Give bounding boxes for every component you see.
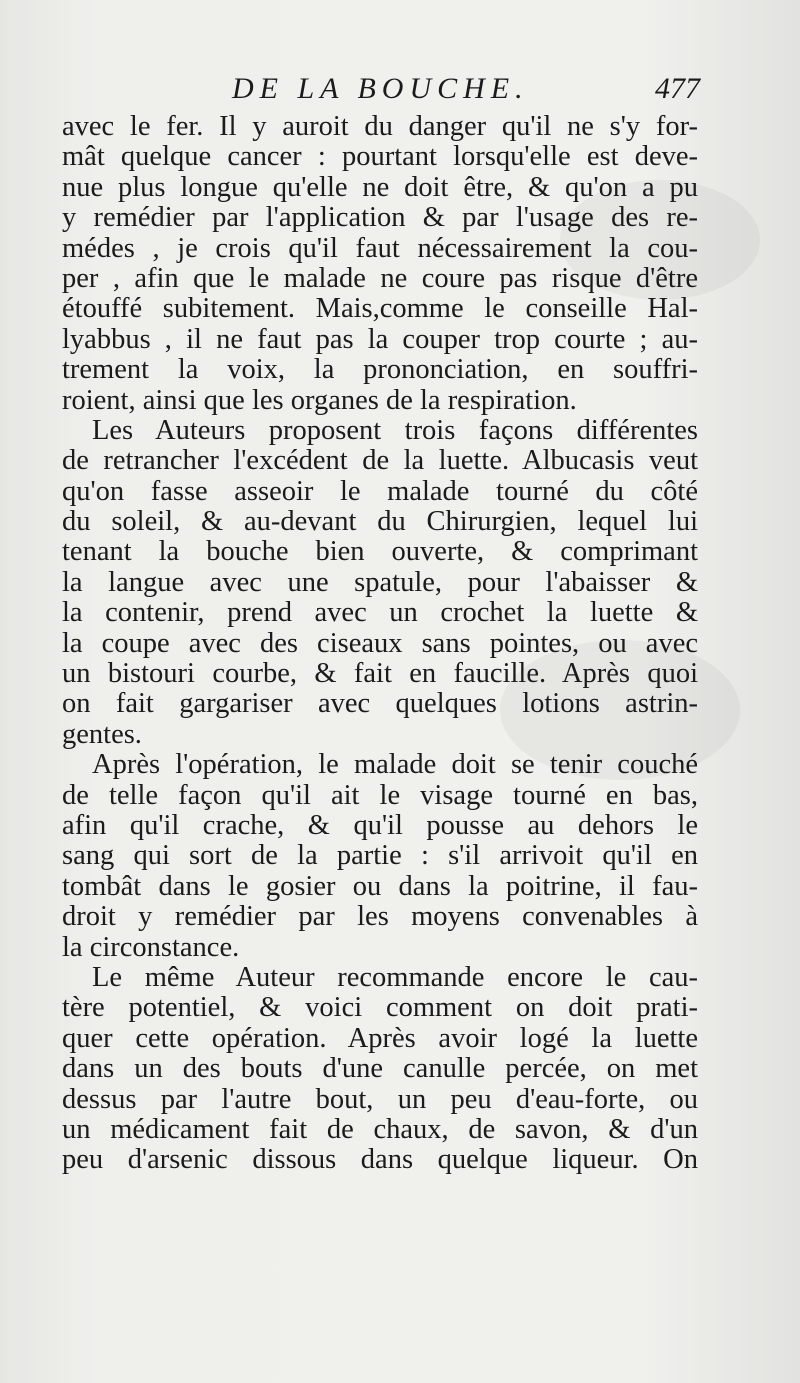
text-line: quer cette opération. Après avoir logé la luette	[62, 1022, 698, 1054]
text-line: tenant la bouche bien ouverte, & comprimant	[62, 536, 698, 568]
text-line: tombât dans le gosier ou dans la poitrine, il fau-	[62, 870, 698, 902]
text-line: nue plus longue qu'elle ne doit être, & qu'on a pu	[62, 171, 698, 203]
text-line: qu'on fasse asseoir le malade tourné du côté	[62, 475, 698, 507]
text-line: de telle façon qu'il ait le visage tourné en bas,	[62, 779, 698, 811]
text-line: un médicament fait de chaux, de savon, & d'un	[62, 1113, 698, 1145]
paragraph-start: Les Auteurs proposent trois façons différentes	[92, 414, 698, 446]
text-line: y remédier par l'application & par l'usage des re-	[62, 202, 698, 234]
text-line: peu d'arsenic dissous dans quelque liqueur. On	[62, 1144, 698, 1176]
text-line: médes , je crois qu'il faut nécessairement la cou-	[62, 232, 698, 264]
text-line: lyabbus , il ne faut pas la couper trop courte ; au-	[62, 323, 698, 355]
running-head: DE LA BOUCHE.	[232, 72, 529, 105]
text-line: dessus par l'autre bout, un peu d'eau-forte, ou	[62, 1083, 698, 1115]
text-line: sang qui sort de la partie : s'il arrivoit qu'il en	[62, 840, 698, 872]
text-line: on fait gargariser avec quelques lotions astrin-	[62, 688, 698, 720]
text-line: la contenir, prend avec un crochet la luette &	[62, 597, 698, 629]
text-line: per , afin que le malade ne coure pas risque d'être	[62, 262, 698, 294]
paragraph-start: Le même Auteur recommande encore le cau-	[92, 961, 698, 993]
body-text	[62, 112, 698, 1176]
text-line: la coupe avec des ciseaux sans pointes, ou avec	[62, 627, 698, 659]
text-line: du soleil, & au-devant du Chirurgien, lequel lui	[62, 506, 698, 538]
text-line: tère potentiel, & voici comment on doit prati-	[62, 992, 698, 1024]
text-line: un bistouri courbe, & fait en faucille. Après quoi	[62, 658, 698, 690]
page-header	[60, 72, 700, 112]
text-line: dans un des bouts d'une canulle percée, on met	[62, 1053, 698, 1085]
text-line: mât quelque cancer : pourtant lorsqu'elle est deve-	[62, 141, 698, 173]
page-number: 477	[655, 72, 700, 105]
paragraph-start: Après l'opération, le malade doit se tenir couché	[92, 749, 698, 781]
text-line: afin qu'il crache, & qu'il pousse au dehors le	[62, 809, 698, 841]
text-line: la langue avec une spatule, pour l'abaisser &	[62, 566, 698, 598]
text-line: droit y remédier par les moyens convenables à	[62, 901, 698, 933]
text-line: la circonstance.	[62, 931, 240, 963]
text-line: roient, ainsi que les organes de la respiration.	[62, 384, 577, 416]
text-line: avec le fer. Il y auroit du danger qu'il ne s'y for-	[62, 111, 698, 142]
text-line: de retrancher l'excédent de la luette. Albucasis veut	[62, 445, 698, 477]
text-line: gentes.	[62, 718, 142, 750]
text-line: étouffé subitement. Mais,comme le conseille Hal-	[62, 293, 698, 325]
text-line: trement la voix, la prononciation, en souffri-	[62, 354, 698, 386]
